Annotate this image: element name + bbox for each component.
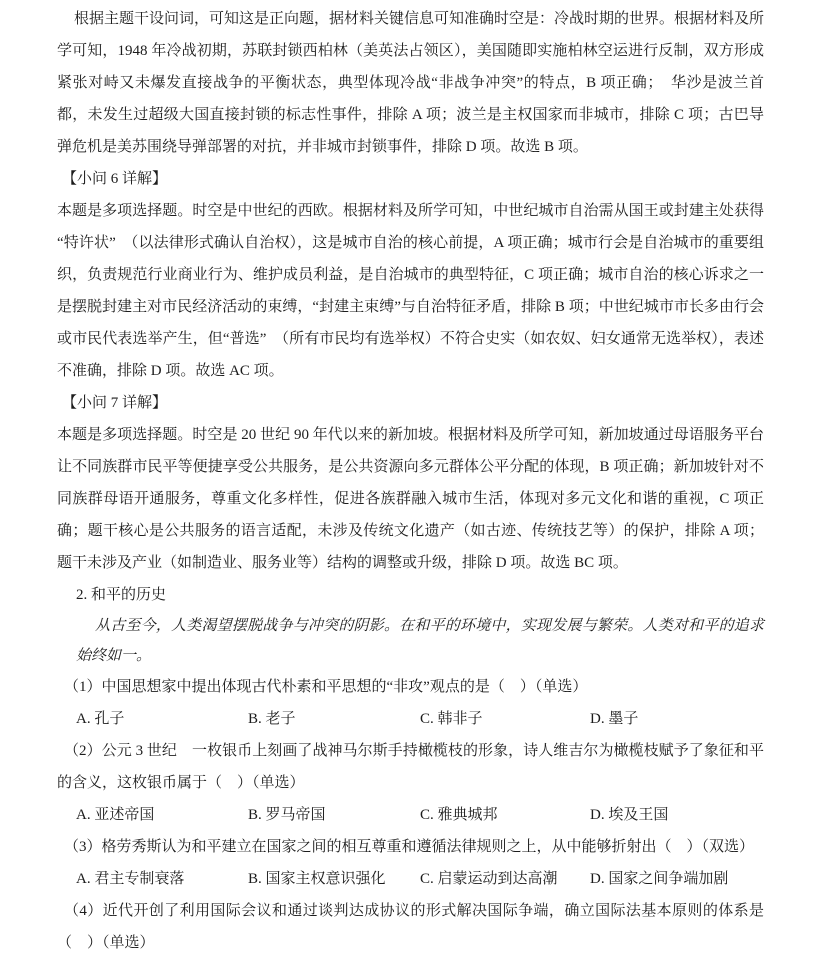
options-row [57,799,764,831]
option-item: B. 国家主权意识强化 [248,871,386,887]
option-item: D. 国家之间争端加剧 [590,871,729,887]
answer-explanation-paragraph: 本题是多项选择题。时空是 20 世纪 90 年代以来的新加坡。根据材料及所学可知，新加坡通过母语服务平台让不同族群市民平等便捷享受公共服务，是公共资源向多元群体公平分配的体现，B 项正确；新加坡针对不同族群母语开通服务，尊重文化多样性，促进各族群融入城市生活，体现对多元文化和谐的重视，C 项正确；题干核心是公共服务的语言适配，未涉及传统文化遗产（如古迹、传统技艺等）的保护，排除 A 项；题干未涉及产业（如制造业、服务业等）结构的调整或升级，排除 D 项。故选 BC 项。 [57,427,764,571]
subquestion-detail-heading: 【小问 6 详解】 [62,171,168,187]
option-item: A. 亚述帝国 [76,807,155,823]
document-content [57,3,764,959]
answer-explanation-paragraph: 根据主题干设问词，可知这是正向题，据材料关键信息可知准确时空是：冷战时期的世界。根据材料及所学可知，1948 年冷战初期，苏联封锁西柏林（美英法占领区），美国随即实施柏林空运进行反制，双方形成紧张对峙又未爆发直接战争的平衡状态，典型体现冷战“非战争冲突”的特点，B 项正确； 华沙是波兰首都，未发生过超级大国直接封锁的标志性事件，排除 A 项；波兰是主权国家而非城市，排除 C 项；古巴导弹危机是美苏围绕导弹部署的对抗，并非城市封锁事件，排除 D 项。故选 B 项。 [57,11,765,155]
question-text: （2）公元 3 世纪 一枚银币上刻画了战神马尔斯手持橄榄枝的形象，诗人维吉尔为橄榄枝赋予了象征和平的含义，这枚银币属于（ ）（单选） [57,743,764,791]
subquestion-detail-heading: 【小问 7 详解】 [62,395,168,411]
option-item: D. 埃及王国 [590,807,669,823]
question-text: （1）中国思想家中提出体现古代朴素和平思想的“非攻”观点的是（ ）（单选） [64,679,588,695]
option-item: A. 君主专制衰落 [76,871,185,887]
answer-explanation-paragraph: 本题是多项选择题。时空是中世纪的西欧。根据材料及所学可知，中世纪城市自治需从国王或封建主处获得“特许状” （以法律形式确认自治权），这是城市自治的核心前提，A 项正确；城市行会是自治城市的重要组织，负责规范行业商业行为、维护成员利益，是自治城市的典型特征，C 项正确；城市自治的核心诉求之一是摆脱封建主对市民经济活动的束缚，“封建主束缚”与自治特征矛盾，排除 B 项；中世纪城市市长多由行会或市民代表选举产生，但“普选” （所有市民均有选举权）不符合史实（如农奴、妇女通常无选举权），表述不准确，排除 D 项。故选 AC 项。 [57,203,764,379]
option-item: D. 墨子 [590,711,639,727]
options-row [57,863,764,895]
question-intro-quote: 从古至今，人类渴望摆脱战争与冲突的阴影。在和平的环境中，实现发展与繁荣。人类对和平的追求始终如一。 [76,618,764,664]
question-text: （4）近代开创了利用国际会议和通过谈判达成协议的形式解决国际争端，确立国际法基本原则的体系是（ ）（单选） [57,903,764,951]
option-item: C. 雅典城邦 [420,807,498,823]
option-item: C. 韩非子 [420,711,483,727]
question-section-heading: 2. 和平的历史 [76,587,167,603]
option-item: C. 启蒙运动到达高潮 [420,871,558,887]
question-text: （3）格劳秀斯认为和平建立在国家之间的相互尊重和遵循法律规则之上，从中能够折射出（ ）（双选） [64,839,755,855]
option-item: A. 孔子 [76,711,125,727]
option-item: B. 罗马帝国 [248,807,326,823]
option-item: B. 老子 [248,711,296,727]
options-row [57,703,764,735]
